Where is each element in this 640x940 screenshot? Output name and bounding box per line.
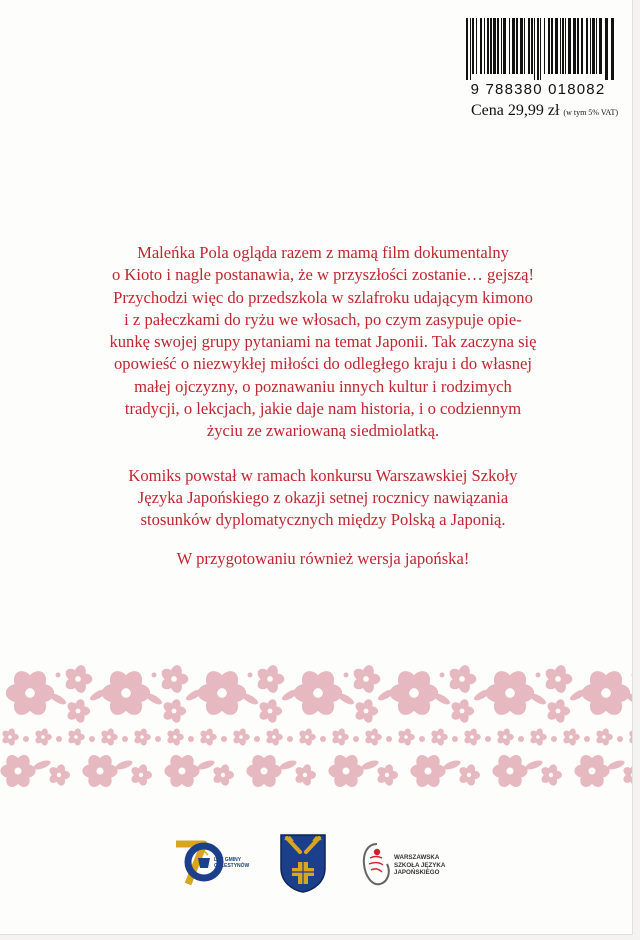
vat-note: (w tym 5% VAT) <box>563 108 618 117</box>
blurb-line: tradycji, o lekcjach, jakie daje nam historia, i o codziennym <box>124 399 522 419</box>
coat-of-arms-logo <box>278 832 328 894</box>
blurb-line: małej ojczyzny, o poznawaniu innych kultur i rodzimych <box>134 376 512 396</box>
price-line <box>452 102 618 120</box>
blurb-line: opowieść o niezwykłej miłości do odległego kraju i do własnej <box>114 354 532 374</box>
isbn-number: 9 788380 018082 <box>470 81 606 98</box>
school-name-line: SZKOŁA JĘZYKA <box>394 861 446 869</box>
barcode-icon <box>464 18 614 80</box>
anniversary-text <box>214 857 249 869</box>
blurb-line: życiu ze zwariowaną siedmiolatką. <box>206 421 440 441</box>
blurb <box>80 242 566 570</box>
school-emblem-icon <box>360 840 394 890</box>
coat-of-arms-icon <box>278 832 328 894</box>
anniversary-text-line: LAT GMINY <box>214 857 242 863</box>
blurb-line: stosunków dyplomatycznych między Polską a Japonią. <box>140 510 506 530</box>
anniversary-text-line: CELESTYNÓW <box>214 863 250 869</box>
school-logo <box>360 840 470 890</box>
blurb-line: Języka Japońskiego z okazji setnej rocznicy nawiązania <box>137 487 509 507</box>
school-name-line: WARSZAWSKA <box>394 854 440 861</box>
anniversary-logo <box>174 838 264 890</box>
blurb-paragraph-2 <box>80 465 566 532</box>
blurb-line: kunkę swojej grupy pytaniami na temat Japonii. Tak zaczyna się <box>109 332 537 352</box>
blurb-paragraph-1 <box>80 242 566 443</box>
blurb-paragraph-3: W przygotowaniu również wersja japońska! <box>176 548 470 568</box>
blurb-line: i z pałeczkami do ryżu we włosach, po czym zasypuje opie- <box>124 309 522 329</box>
blurb-line: Komiks powstał w ramach konkursu Warszawskiej Szkoły <box>128 465 518 485</box>
floral-lace-band <box>0 655 632 795</box>
barcode-area <box>452 4 620 120</box>
school-name <box>394 854 474 877</box>
school-name-line: JAPOŃSKIEGO <box>394 869 440 877</box>
blurb-line: o Kioto i nagle postanawia, że w przyszłości zostanie… gejszą! <box>111 265 535 285</box>
price-text: Cena 29,99 zł <box>470 102 560 119</box>
blurb-line: Maleńka Pola ogląda razem z mamą film dokumentalny <box>137 243 509 262</box>
blurb-line: Przychodzi więc do przedszkola w szlafroku udającym kimono <box>113 287 533 307</box>
